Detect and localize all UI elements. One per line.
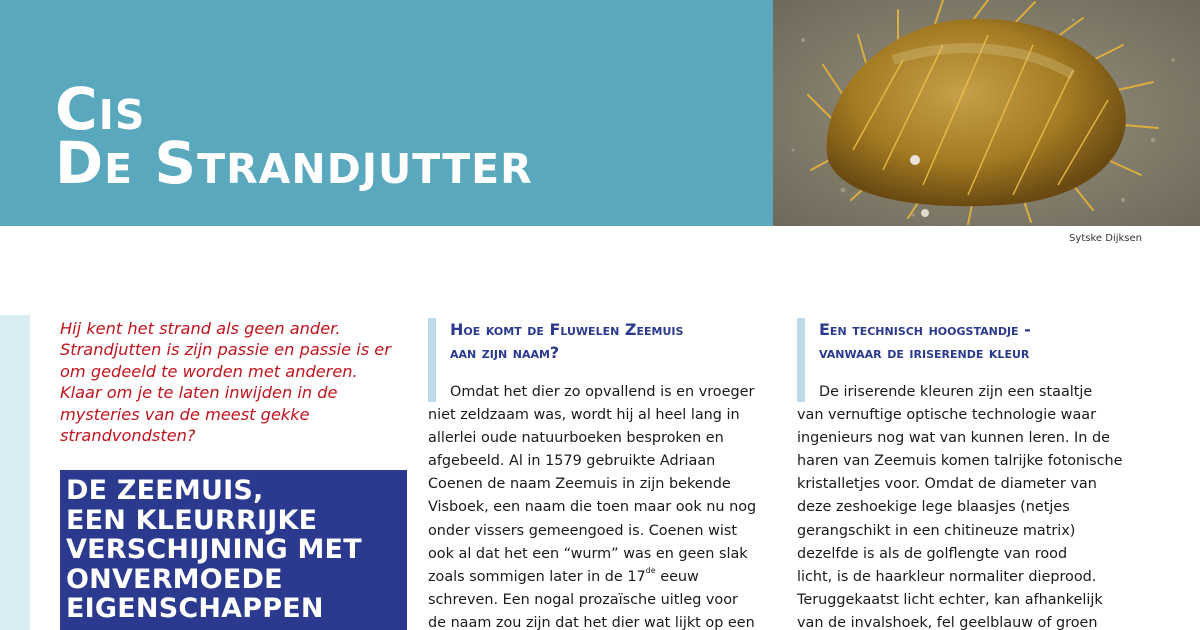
page-title xyxy=(55,75,533,197)
photo-credit: Sytske Dijksen xyxy=(1069,233,1142,244)
article-column-middle xyxy=(428,318,778,630)
section-heading-line: aan zijn naam? xyxy=(450,343,560,362)
body-line: De iriserende kleuren zijn een staaltje xyxy=(819,384,1093,400)
intro-line: Klaar om je te laten inwijden in de xyxy=(60,383,338,403)
body-text: zoals sommigen later in de 17 xyxy=(428,568,646,585)
section-heading xyxy=(450,318,778,364)
feature-box xyxy=(60,470,407,630)
section-body xyxy=(428,381,778,630)
article-column-right xyxy=(797,318,1157,630)
feature-heading-line: DE ZEEMUIS, xyxy=(66,475,264,506)
body-line: gerangschikt in een chitineuze matrix) xyxy=(797,522,1076,539)
body-line: licht, is de haarkleur normaliter dieprood. xyxy=(797,568,1097,585)
body-line: kristalletjes voor. Omdat de diameter van xyxy=(797,476,1097,493)
body-line: onder vissers gemeengoed is. Coenen wist xyxy=(428,522,738,539)
feature-heading-line: EIGENSCHAPPEN xyxy=(66,593,324,624)
feature-heading xyxy=(60,470,407,624)
body-line: dezelfde is als de golflengte van rood xyxy=(797,545,1068,562)
header-band xyxy=(0,0,773,226)
body-line: Teruggekaatst licht echter, kan afhankelijk xyxy=(797,591,1103,608)
body-line: ook al dat het een “wurm” was en geen slak xyxy=(428,545,748,562)
body-line: schreven. Een nogal prozaïsche uitleg voor xyxy=(428,591,738,608)
intro-text xyxy=(60,318,405,446)
body-line: Coenen de naam Zeemuis in zijn bekende xyxy=(428,476,731,493)
section-heading xyxy=(819,318,1157,364)
feature-heading-line: VERSCHIJNING MET xyxy=(66,534,362,565)
section-heading-line: Een technisch hoogstandje - xyxy=(819,320,1031,339)
body-line: allerlei oude natuurboeken besproken en xyxy=(428,430,724,447)
body-line: Visboek, een naam die toen maar ook nu nog xyxy=(428,499,757,516)
section-body xyxy=(797,381,1157,630)
body-line: van vernuftige optische technologie waar xyxy=(797,407,1096,424)
body-line: haren van Zeemuis komen talrijke fotonische xyxy=(797,453,1123,470)
body-line xyxy=(428,566,778,589)
heading-accent-bar xyxy=(797,318,805,402)
body-line: niet zeldzaam was, wordt hij al heel lang in xyxy=(428,407,740,424)
body-line: de naam zou zijn dat het dier wat lijkt op een xyxy=(428,614,755,630)
feature-heading-line: EEN KLEURRIJKE xyxy=(66,504,318,536)
body-line: deze zeshoekige lege blaasjes (netjes xyxy=(797,499,1070,516)
intro-line: om gedeeld te worden met anderen. xyxy=(60,361,358,381)
section-heading-line: Hoe komt de Fluwelen Zeemuis xyxy=(450,320,684,339)
heading-accent-bar xyxy=(428,318,436,402)
section-heading-line: vanwaar de iriserende kleur xyxy=(819,343,1030,362)
intro-line: Strandjutten is zijn passie en passie is er xyxy=(60,340,391,360)
intro-line: Hij kent het strand als geen ander. xyxy=(60,319,341,338)
intro-line: strandvondsten? xyxy=(60,426,196,446)
superscript: de xyxy=(645,565,656,575)
title-line-2: De Strandjutter xyxy=(55,129,533,197)
title-line-1: Cis xyxy=(55,75,146,143)
feature-heading-line: ONVERMOEDE xyxy=(66,563,283,595)
sea-mouse-photo xyxy=(773,0,1200,226)
body-line: Omdat het dier zo opvallend is en vroeger xyxy=(450,384,755,400)
intro-line: mysteries van de meest gekke xyxy=(60,404,310,424)
body-line: van de invalshoek, fel geelblauw of groen xyxy=(797,614,1098,630)
body-text: eeuw xyxy=(655,568,699,585)
body-line: afgebeeld. Al in 1579 gebruikte Adriaan xyxy=(428,453,716,470)
body-line: ingenieurs nog wat van kunnen leren. In de xyxy=(797,430,1110,447)
left-accent-stripe xyxy=(0,315,30,630)
